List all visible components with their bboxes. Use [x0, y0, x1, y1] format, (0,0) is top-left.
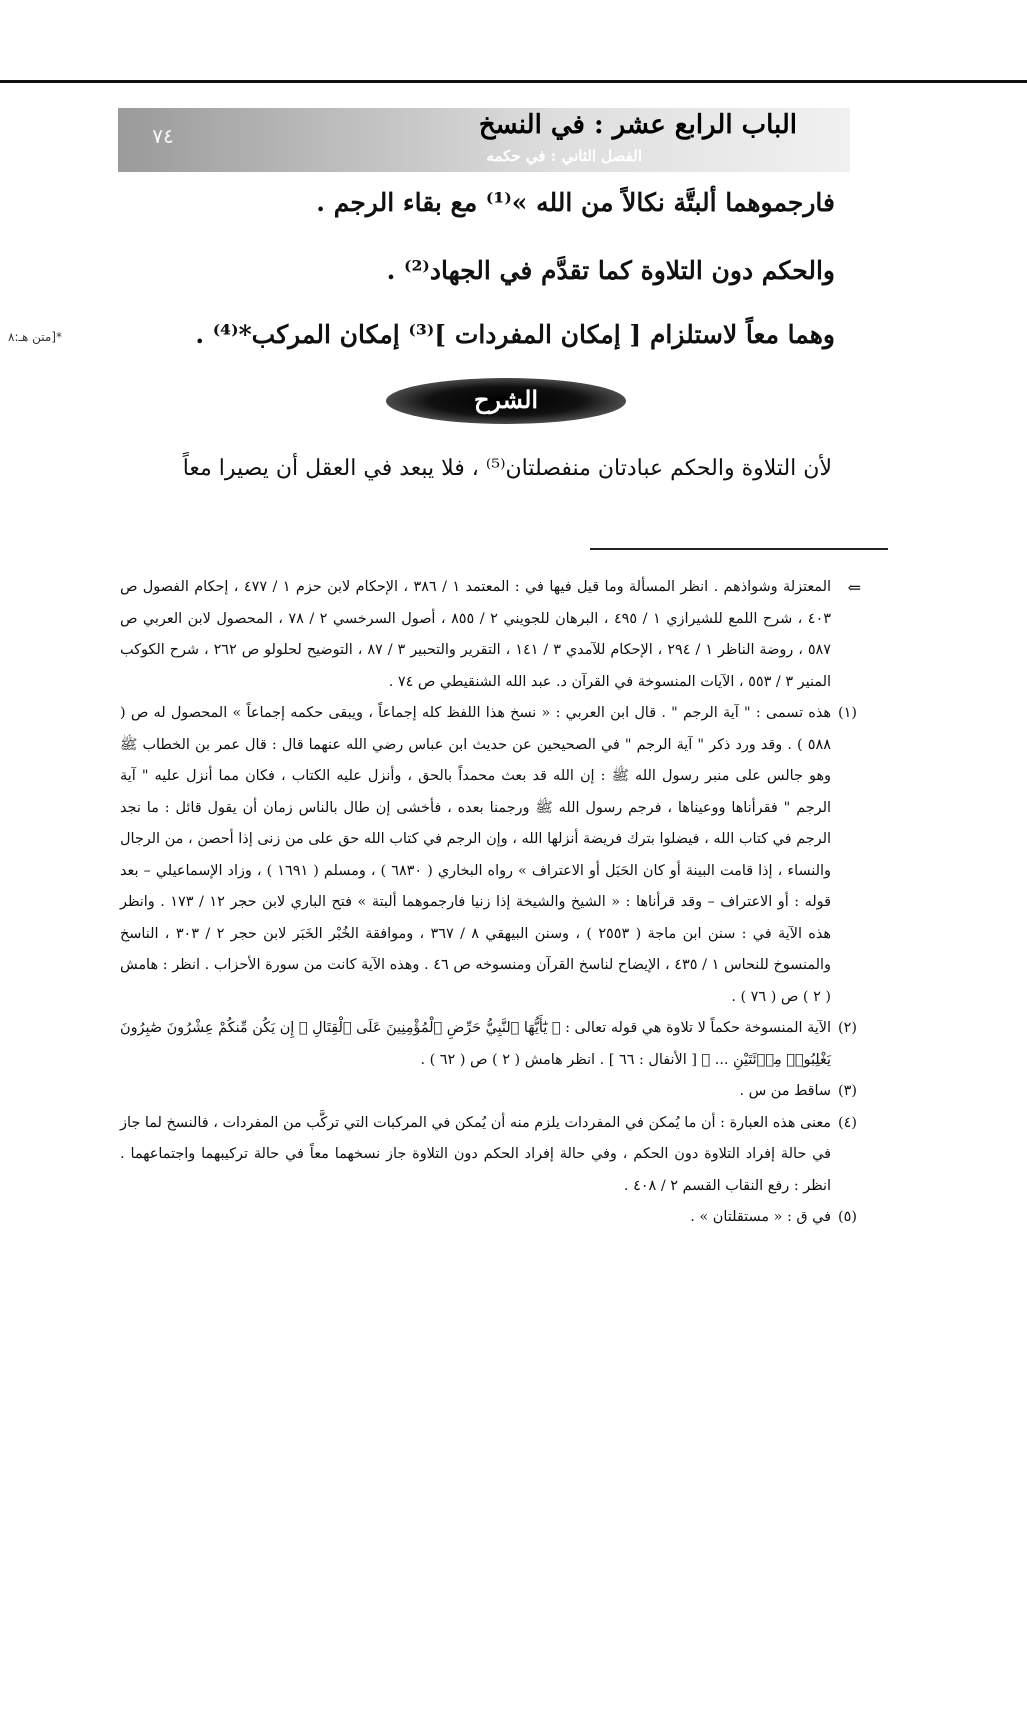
- margin-note: *[متن هـ:٨: [8, 330, 63, 344]
- footnote-number: (١): [838, 705, 857, 721]
- footnote-number: (٤): [838, 1114, 857, 1131]
- chapter-title: الباب الرابع عشر : في النسخ: [478, 110, 797, 140]
- footnote-separator: [590, 548, 888, 550]
- footnotes: [120, 572, 861, 1234]
- footnote-item: [120, 698, 857, 1013]
- footnote-number: (٣): [838, 1083, 857, 1099]
- footnote-item: [120, 1013, 857, 1076]
- sharh-text: لأن التلاوة والحكم عبادتان منفصلتان⁽⁵⁾ ، فلا يبعد في العقل أن يصيرا معاً: [182, 456, 832, 481]
- top-rule: [0, 80, 1027, 83]
- footnote-item: [120, 1202, 857, 1234]
- footnote-text: معنى هذه العبارة : أن ما يُمكن في المفردات يلزم منه أن يُمكن في المركبات التي تركَّب من المفردات ، فالنسخ لما جاز في حالة إفراد التلاوة دون الحكم ، وفي حالة إفراد الحكم دون التلاوة جاز نسخهما معاً في حالة تركيبهما واجتماعهما . انظر : رفع النقاب القسم ٢ / ٤٠٨ .: [120, 1114, 831, 1194]
- footnote-item: [120, 572, 861, 698]
- footnote-number: (٥): [838, 1209, 857, 1225]
- matn-line-3: وهما معاً لاستلزام [ إمكان المفردات ]⁽³⁾ إمكان المركب*⁽⁴⁾ .: [195, 320, 835, 349]
- sharh-heading: الشرح: [386, 378, 626, 424]
- footnote-text: الآية المنسوخة حكماً لا تلاوة هي قوله تعالى : ﴿ يَٰٓأَيُّهَا ٱلنَّبِيُّ حَرِّضِ ٱلْمُؤْمِنِينَ عَلَى ٱلْقِتَالِ ۚ إِن يَكُن مِّنكُمْ عِشْرُونَ صَٰبِرُونَ يَغْلِبُوا۟ مِا۟ئَتَيْنِ ... ﴾ [ الأنفال : ٦٦ ] . انظر هامش ( ٢ ) ص ( ٦٢ ) .: [120, 1020, 831, 1068]
- section-title: الفصل الثاني : في حكمه: [486, 147, 642, 165]
- footnote-text: ساقط من س .: [739, 1083, 831, 1099]
- matn-line-1: فارجموهما ألبتَّة نكالاً من الله »⁽¹⁾ مع بقاء الرجم .: [316, 188, 835, 217]
- continuation-arrow-icon: ⇐: [847, 578, 861, 597]
- footnote-number: (٢): [838, 1020, 857, 1036]
- matn-line-2: والحكم دون التلاوة كما تقدَّم في الجهاد⁽²⁾ .: [386, 256, 835, 285]
- footnote-item: [120, 1076, 857, 1108]
- footnote-text: المعتزلة وشواذهم . انظر المسألة وما قيل فيها في : المعتمد ١ / ٣٨٦ ، الإحكام لابن حزم ١ / ٤٧٧ ، إحكام الفصول ص ٤٠٣ ، شرح اللمع للشيرازي ١ / ٤٩٥ ، البرهان للجويني ٢ / ٨٥٥ ، أصول السرخسي ٢ / ٧٨ ، المحصول لابن العربي ص ٥٨٧ ، روضة الناظر ١ / ٢٩٤ ، الإحكام للآمدي ٣ / ١٤١ ، التقرير والتحبير ٣ / ٨٧ ، التوضيح لحلولو ص ٢٦٢ ، شرح الكوكب المنير ٣ / ٥٥٣ ، الآيات المنسوخة في القرآن د. عبد الله الشنقيطي ص ٧٤ .: [120, 579, 832, 690]
- page-number: ٧٤: [152, 124, 174, 148]
- footnote-text: في ق : « مستقلتان » .: [690, 1209, 831, 1225]
- footnote-item: [120, 1108, 857, 1203]
- footnote-text: هذه تسمى : " آية الرجم " . قال ابن العربي : « نسخ هذا اللفظ كله إجماعاً ، ويبقى حكمه إجماعاً » المحصول له ص ( ٥٨٨ ) . وقد ورد ذكر " آية الرجم " في الصحيحين عن حديث ابن عباس رضي الله عنهما قال : قال عمر بن الخطاب ﷺ وهو جالس على منبر رسول الله ﷺ : إن الله قد بعث محمداً بالحق ، وأنزل عليه الكتاب ، فكان مما أنزل عليه " آية الرجم " فقرأناها ووعيناها ، فرجم رسول الله ﷺ ورجمنا بعده ، فأخشى إن طال بالناس زمان أن يقول قائل : ما نجد الرجم في كتاب الله ، فيضلوا بترك فريضة أنزلها الله ، وإن الرجم في كتاب الله حق على من زنى إذا أحصن ، من الرجال والنساء ، إذا قامت البينة أو كان الحَبَل أو الاعتراف » رواه البخاري ( ٦٨٣٠ ) ، ومسلم ( ١٦٩١ ) ، وزاد الإسماعيلي – بعد قوله : أو الاعتراف – وقد قرأناها : « الشيخ والشيخة إذا زنيا فارجموهما ألبتة » فتح الباري لابن حجر ١٢ / ١٧٣ . وانظر هذه الآية في : سنن ابن ماجة ( ٢٥٥٣ ) ، وسنن البيهقي ٨ / ٣٦٧ ، وموافقة الخُبْر الخَبَر لابن حجر ٢ / ٣٠٣ ، الناسخ والمنسوخ للنحاس ١ / ٤٣٥ ، الإيضاح لناسخ القرآن ومنسوخه ص ٤٦ . وهذه الآية كانت من سورة الأحزاب . انظر : هامش ( ٢ ) ص ( ٧٦ ) .: [120, 705, 832, 1005]
